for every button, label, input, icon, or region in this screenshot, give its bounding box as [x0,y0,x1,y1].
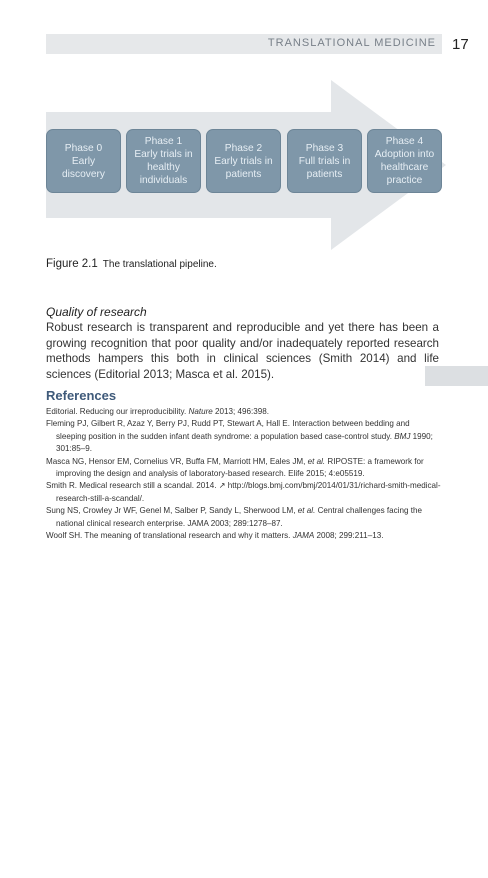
body-paragraph: Robust research is transparent and reproducible and yet there has been a growing recognition that poor quality and/or inadequately reported research methods hampers this both in clinical sciences (Smith 2014) and life sciences (Editorial 2013; Masca et al. 2015). [46,321,439,381]
phase-0-line-2: Early [71,155,96,167]
reference-journal: Nature [188,407,213,416]
reference-citation: Central challenges facing the national clinical research enterprise. JAMA 2003; 289:1278–87. [56,506,422,528]
phase-1-line-3: healthy [147,162,180,173]
phase-2-line-2: Early trials in [214,155,273,167]
reference-item [46,480,442,505]
phase-1-line-1: Phase 1 [144,136,183,147]
reference-journal: et al. [307,456,326,466]
phase-3-box [287,129,362,193]
phase-3-line-1: Phase 3 [305,142,344,154]
figure-caption-text: The translational pipeline. [102,259,217,270]
phase-2-box [206,129,281,193]
reference-text: Masca NG, Hensor EM, Cornelius VR, Buffa FM, Marriott HM, Eales JM, [46,456,308,466]
reference-text: Sung NS, Crowley Jr WF, Genel M, Salber P, Sandy L, Sherwood LM, [46,506,298,516]
reference-item [46,406,442,418]
phase-1-box [126,129,201,193]
reference-item [46,530,442,542]
reference-citation: 2013; 496:398. [212,407,270,416]
phase-4-line-2: Adoption into [374,149,435,160]
phase-4-line-4: practice [386,175,423,186]
reference-journal: BMJ [394,431,411,441]
reference-citation: 1990; 301:85–9. [56,431,433,454]
reference-text: Woolf SH. The meaning of translational research and why it matters. [46,531,293,541]
phase-1-line-2: Early trials in [134,149,193,160]
reference-citation: RIPOSTE: a framework for improving the design and analysis of laboratory-based research. Elife 2015; 4:e05519. [56,456,424,479]
reference-citation: 2008; 299:211–13. [314,531,384,541]
phase-4-box [367,129,442,193]
reference-item [46,505,442,530]
phase-0-line-3: discovery [61,168,106,180]
reference-list [46,406,442,542]
section-heading: Quality of research [46,305,147,319]
phase-1-line-4: individuals [139,175,188,186]
figure-caption-label: Figure 2.1 [46,258,98,270]
reference-journal: et al. [297,506,316,516]
reference-item [46,456,442,481]
reference-text: Fleming PJ, Gilbert R, Azaz Y, Berry PJ, Rudd PT, Stewart A, Hall E. Interaction between bedding and sleeping position in the sudden infant death syndrome: a population based case-control study. [46,419,410,441]
page-number: 17 [452,36,469,53]
reference-text: Editorial. Reducing our irreproducibility. [46,407,189,416]
phase-0-box [46,129,121,193]
phase-2-line-3: patients [225,168,262,180]
phase-3-line-3: patients [306,168,343,180]
figure-caption [46,258,217,270]
phase-4-line-3: healthcare [380,162,429,173]
phase-4-line-1: Phase 4 [385,136,424,147]
reference-text: Smith R. Medical research still a scandal. 2014. ↗ http://blogs.bmj.com/bmj/2014/01/31/richard-smith-medical-research-still-a-scandal/. [46,481,441,503]
phase-0-line-1: Phase 0 [64,142,103,154]
translational-pipeline-figure [46,80,446,250]
running-head: TRANSLATIONAL MEDICINE [267,37,436,49]
references-heading: References [46,388,117,403]
phase-3-line-2: Full trials in [298,155,351,167]
phase-2-line-1: Phase 2 [224,142,263,154]
reference-item [46,418,442,455]
reference-journal: JAMA [292,531,315,541]
